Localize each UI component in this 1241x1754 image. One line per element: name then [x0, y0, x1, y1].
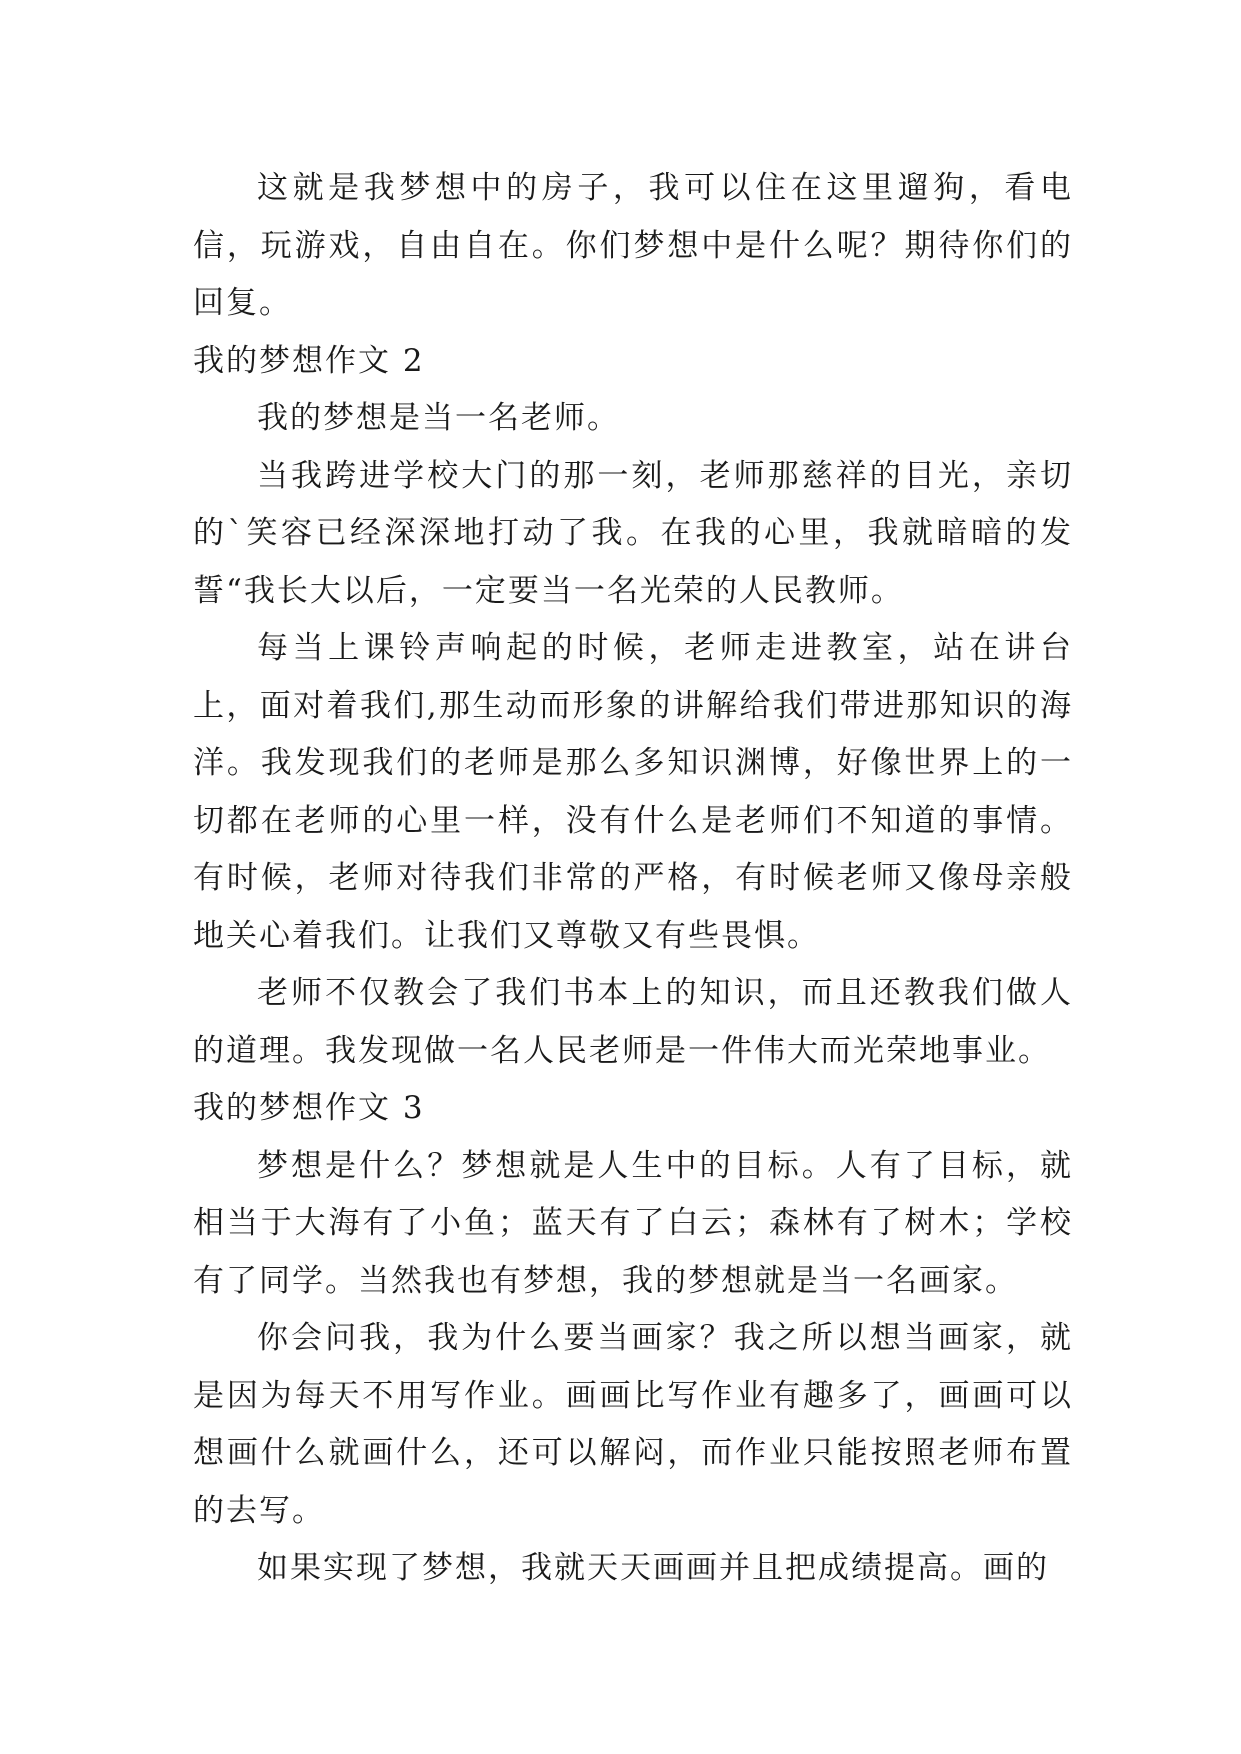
- paragraph: 梦想是什么？梦想就是人生中的目标。人有了目标，就相当于大海有了小鱼；蓝天有了白云；森林有了树木；学校有了同学。当然我也有梦想，我的梦想就是当一名画家。: [193, 1147, 1073, 1299]
- paragraph: 这就是我梦想中的房子，我可以住在这里遛狗，看电信，玩游戏，自由自在。你们梦想中是什么呢？期待你们的回复。: [193, 170, 1073, 321]
- paragraph: 我的梦想是当一名老师。: [257, 400, 620, 436]
- document-body: [193, 160, 1073, 1598]
- paragraph: 老师不仅教会了我们书本上的知识，而且还教我们做人的道理。我发现做一名人民老师是一件伟大而光荣地事业。: [193, 975, 1073, 1069]
- paragraph: 如果实现了梦想，我就天天画画并且把成绩提高。画的: [257, 1550, 1049, 1586]
- paragraph: 当我跨进学校大门的那一刻，老师那慈祥的目光，亲切的`笑容已经深深地打动了我。在我的心里，我就暗暗的发誓“我长大以后，一定要当一名光荣的人民教师。: [193, 457, 1073, 609]
- section-heading: 我的梦想作文 3: [193, 1090, 425, 1126]
- section-heading: 我的梦想作文 2: [193, 342, 425, 379]
- paragraph: 你会问我，我为什么要当画家？我之所以想当画家，就是因为每天不用写作业。画画比写作业有趣多了，画画可以想画什么就画什么，还可以解闷，而作业只能按照老师布置的去写。: [193, 1320, 1073, 1529]
- paragraph: 每当上课铃声响起的时候，老师走进教室，站在讲台上，面对着我们,那生动而形象的讲解给我们带进那知识的海洋。我发现我们的老师是那么多知识渊博，好像世界上的一切都在老师的心里一样，没有什么是老师们不知道的事情。有时候，老师对待我们非常的严格，有时候老师又像母亲般地关心着我们。让我们又尊敬又有些畏惧。: [193, 630, 1073, 954]
